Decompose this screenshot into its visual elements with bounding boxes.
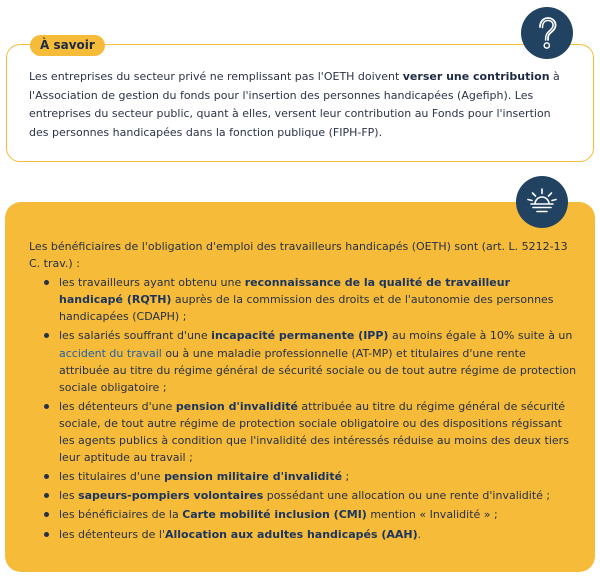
accident-du-travail-link[interactable]: accident du travail [59, 346, 162, 360]
list-item-text: ou à une maladie professionnelle (AT-MP) et titulaires d'une rente attribuée au titre du régime général de sécurité sociale ou de tout autre régime de protection sociale obligatoire ; [59, 346, 577, 394]
list-item [42, 327, 577, 395]
list-item-bold: incapacité permanente (IPP) [211, 329, 389, 343]
beneficiaries-list [42, 274, 577, 542]
a-savoir-text-bold: verser une contribution [402, 70, 550, 83]
list-item-text: les salariés souffrant d'une [59, 329, 212, 343]
list-item-text: attribuée au titre du régime général de sécurité sociale, de tout autre régime de protection sociale obligatoire ou des dispositions régissant les agents publics à condition que l'invalidité des intéressés réduise au moins des deux tiers leur aptitude au travail ; [59, 399, 569, 465]
a-savoir-tag: À savoir [30, 35, 105, 56]
list-item-text: mention « Invalidité » ; [366, 508, 498, 522]
list-item [42, 506, 577, 523]
sun-icon [516, 176, 568, 228]
list-item [42, 487, 577, 504]
list-item-text: les détenteurs de l' [59, 527, 165, 541]
list-item-bold: Carte mobilité inclusion (CMI) [182, 508, 367, 522]
list-item-text: . [417, 527, 422, 541]
a-savoir-text-part: à l'Association de gestion du fonds pour l'insertion des personnes handicapées (Agefiph). Les entreprises du secteur public, quant à elles, versent leur contribution au Fonds pour l'insertion des personnes handicapées dans la fonction publique (FIPH-FP). [29, 70, 560, 139]
list-item-text: les bénéficiaires de la [59, 508, 183, 522]
list-item-text: les titulaires d'une [59, 470, 165, 484]
list-item-text: les détenteurs d'une [59, 399, 176, 413]
list-item [42, 398, 577, 466]
list-item-bold: Allocation aux adultes handicapés (AAH) [164, 527, 418, 541]
list-item-bold: pension militaire d'invalidité [164, 470, 343, 484]
list-item-bold: sapeurs-pompiers volontaires [78, 489, 264, 503]
a-savoir-text [29, 68, 573, 142]
list-item-text: les [59, 489, 79, 503]
list-item-bold: pension d'invalidité [175, 399, 298, 413]
list-item-text: les travailleurs ayant obtenu une [59, 276, 245, 290]
list-item [42, 468, 577, 485]
list-item-text: possédant une allocation ou une rente d'invalidité ; [263, 489, 551, 503]
oeth-intro: Les bénéficiaires de l'obligation d'emploi des travailleurs handicapés (OETH) sont (art. L. 5212-13 C. trav.) : [29, 240, 568, 271]
oeth-content [29, 238, 577, 543]
question-mark-icon [521, 7, 573, 59]
list-item [42, 274, 577, 325]
list-item-text: au moins égale à 10% suite à un [388, 329, 573, 343]
list-item-bold: reconnaissance de la qualité de travailleur handicapé (RQTH) [59, 276, 511, 307]
list-item-text: auprès de la commission des droits et de l'autonomie des personnes handicapées (CDAPH) ; [59, 293, 554, 324]
list-item [42, 526, 577, 543]
list-item-text: ; [342, 470, 350, 484]
a-savoir-text-part: Les entreprises du secteur privé ne remplissant pas l'OETH doivent [29, 70, 403, 83]
